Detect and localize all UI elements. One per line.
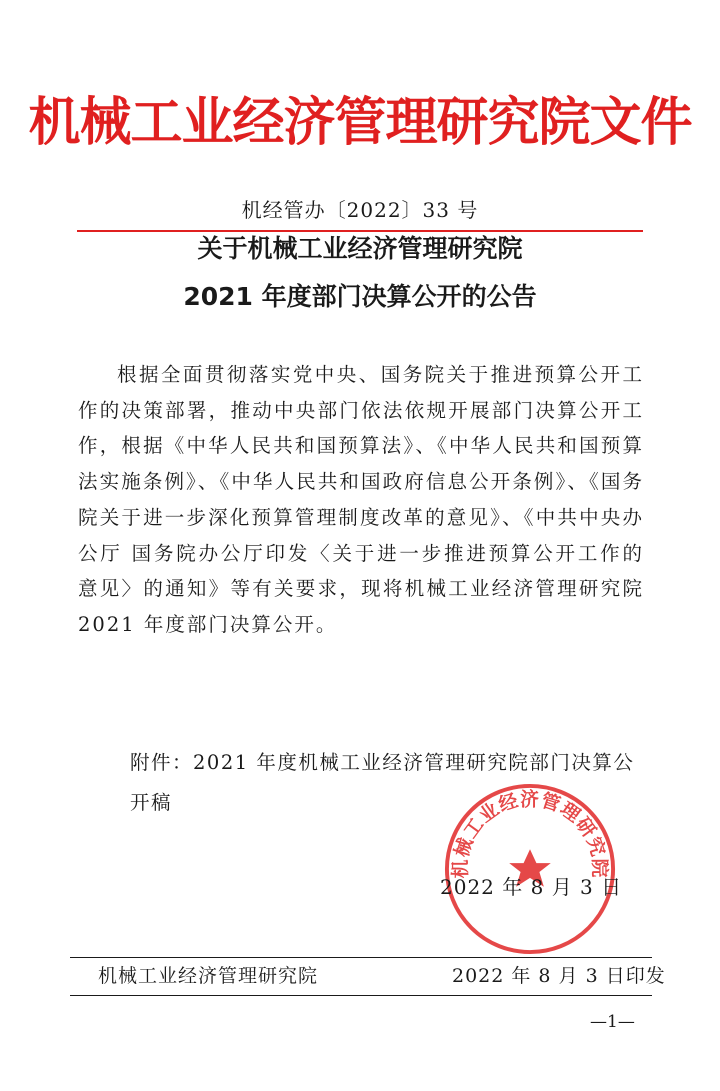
footer-bottom-rule bbox=[70, 995, 652, 996]
footer-issuing-organization: 机械工业经济管理研究院 bbox=[98, 965, 319, 987]
footer-top-rule bbox=[70, 957, 652, 958]
document-number: 机经管办〔2022〕33 号 bbox=[241, 198, 479, 222]
body-paragraph: 根据全面贯彻落实党中央、国务院关于推进预算公开工作的决策部署，推动中央部门依法依规开展部门决算公开工作，根据《中华人民共和国预算法》、《中华人民共和国预算法实施条例》、《中华人民共和国政府信息公开条例》、《国务院关于进一步深化预算管理制度改革的意见》、《中共中央办公厅 国务院办公厅印发〈关于进一步推进预算公开工作的意见〉的通知》等有关要求，现将机械工业经济管理研究院2021 年度部门决算公开。 bbox=[78, 363, 644, 636]
notice-title-line-1: 关于机械工业经济管理研究院 bbox=[197, 234, 523, 263]
attachment-label: 附件： bbox=[130, 751, 194, 774]
signature-date: 2022 年 8 月 3 日 bbox=[440, 875, 623, 899]
seal-text: 机械工业经济管理研究院 bbox=[450, 789, 610, 879]
document-header-title: 机械工业经济管理研究院文件 bbox=[28, 93, 692, 153]
attachment-text: 2021 年度机械工业经济管理研究院部门决算公开稿 bbox=[130, 751, 635, 814]
footer-issue-date: 2022 年 8 月 3 日印发 bbox=[452, 965, 666, 987]
page-number: —1— bbox=[590, 1012, 635, 1032]
official-seal-stamp bbox=[441, 780, 619, 958]
notice-title-line-2: 2021 年度部门决算公开的公告 bbox=[183, 282, 537, 311]
